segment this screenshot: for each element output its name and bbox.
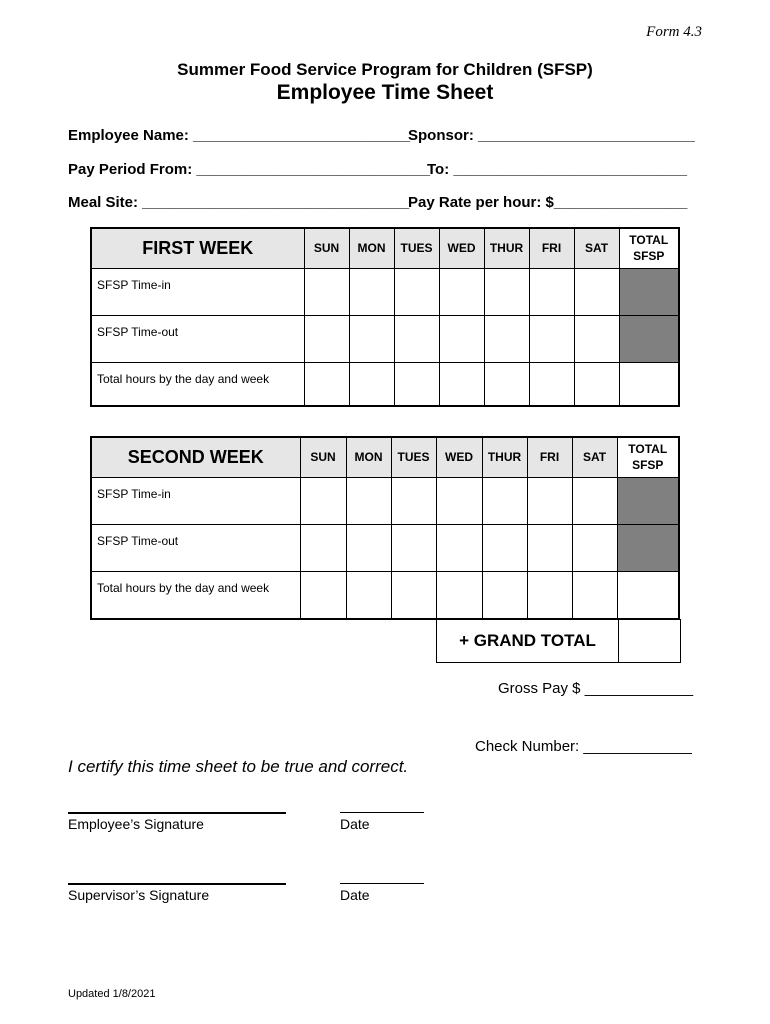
day-header: WED (436, 437, 482, 477)
week-total-cell[interactable] (617, 571, 679, 619)
employee-signature-label: Employee’s Signature (68, 816, 204, 832)
sponsor-field[interactable]: Sponsor: __________________________ (408, 127, 695, 144)
supervisor-date-line[interactable] (340, 883, 424, 884)
day-header: SAT (572, 437, 617, 477)
day-header: THUR (482, 437, 527, 477)
time-cell[interactable] (346, 477, 391, 524)
employee-signature-line[interactable] (68, 812, 286, 814)
time-cell[interactable] (529, 268, 574, 315)
day-header: TUES (394, 228, 439, 268)
row-label-time-in: SFSP Time-in (91, 477, 300, 524)
row-label-time-in: SFSP Time-in (91, 268, 304, 315)
day-header: SUN (304, 228, 349, 268)
pay-rate-field[interactable]: Pay Rate per hour: $________________ (408, 194, 688, 211)
time-cell[interactable] (484, 268, 529, 315)
hours-cell[interactable] (394, 362, 439, 406)
week-title: SECOND WEEK (91, 437, 300, 477)
hours-cell[interactable] (304, 362, 349, 406)
row-label-total-hours: Total hours by the day and week (91, 571, 300, 619)
time-cell[interactable] (572, 524, 617, 571)
time-cell[interactable] (349, 268, 394, 315)
time-cell[interactable] (484, 315, 529, 362)
day-header: MON (346, 437, 391, 477)
time-cell[interactable] (572, 477, 617, 524)
supervisor-signature-label: Supervisor’s Signature (68, 887, 210, 903)
total-sfsp-header: TOTAL SFSP (619, 228, 679, 268)
total-sfsp-header: TOTAL SFSP (617, 437, 679, 477)
employee-date-label: Date (340, 816, 370, 832)
supervisor-signature-line[interactable] (68, 883, 286, 885)
time-cell[interactable] (436, 477, 482, 524)
check-number-field[interactable]: Check Number: _____________ (475, 738, 692, 755)
pay-period-to-field[interactable]: To: ____________________________ (427, 161, 687, 178)
hours-cell[interactable] (482, 571, 527, 619)
time-cell[interactable] (300, 524, 346, 571)
time-cell[interactable] (304, 315, 349, 362)
employee-name-field[interactable]: Employee Name: __________________________ (68, 127, 410, 144)
hours-cell[interactable] (346, 571, 391, 619)
hours-cell[interactable] (527, 571, 572, 619)
gross-pay-field[interactable]: Gross Pay $ _____________ (498, 680, 694, 697)
grand-total-cell[interactable] (619, 620, 681, 663)
hours-cell[interactable] (391, 571, 436, 619)
time-cell[interactable] (439, 268, 484, 315)
time-cell[interactable] (527, 477, 572, 524)
time-cell[interactable] (574, 268, 619, 315)
row-label-time-out: SFSP Time-out (91, 524, 300, 571)
shaded-cell (617, 524, 679, 571)
meal-site-field[interactable]: Meal Site: ________________________________ (68, 194, 410, 211)
shaded-cell (619, 268, 679, 315)
grand-total-label: + GRAND TOTAL (437, 620, 619, 663)
shaded-cell (617, 477, 679, 524)
week-total-cell[interactable] (619, 362, 679, 406)
day-header: MON (349, 228, 394, 268)
hours-cell[interactable] (572, 571, 617, 619)
time-cell[interactable] (529, 315, 574, 362)
employee-date-line[interactable] (340, 812, 424, 813)
time-cell[interactable] (436, 524, 482, 571)
hours-cell[interactable] (484, 362, 529, 406)
updated-date: Updated 1/8/2021 (68, 988, 156, 1000)
day-header: FRI (527, 437, 572, 477)
hours-cell[interactable] (574, 362, 619, 406)
first-week-table (90, 227, 680, 407)
hours-cell[interactable] (349, 362, 394, 406)
form-number: Form 4.3 (646, 24, 702, 40)
time-cell[interactable] (394, 268, 439, 315)
hours-cell[interactable] (436, 571, 482, 619)
grand-total-table (436, 619, 681, 663)
program-subtitle: Summer Food Service Program for Children (SFSP) (177, 60, 593, 79)
time-cell[interactable] (391, 524, 436, 571)
week-title: FIRST WEEK (91, 228, 304, 268)
day-header: TUES (391, 437, 436, 477)
day-header: SUN (300, 437, 346, 477)
time-cell[interactable] (574, 315, 619, 362)
row-label-total-hours: Total hours by the day and week (91, 362, 304, 406)
time-cell[interactable] (346, 524, 391, 571)
row-label-time-out: SFSP Time-out (91, 315, 304, 362)
day-header: FRI (529, 228, 574, 268)
time-cell[interactable] (527, 524, 572, 571)
time-cell[interactable] (391, 477, 436, 524)
hours-cell[interactable] (439, 362, 484, 406)
supervisor-date-label: Date (340, 887, 370, 903)
hours-cell[interactable] (300, 571, 346, 619)
time-cell[interactable] (482, 524, 527, 571)
pay-period-from-field[interactable]: Pay Period From: ____________________________ (68, 161, 430, 178)
day-header: SAT (574, 228, 619, 268)
page-title: Employee Time Sheet (276, 81, 494, 104)
time-cell[interactable] (482, 477, 527, 524)
second-week-table (90, 436, 680, 620)
time-cell[interactable] (300, 477, 346, 524)
day-header: THUR (484, 228, 529, 268)
hours-cell[interactable] (529, 362, 574, 406)
shaded-cell (619, 315, 679, 362)
time-cell[interactable] (304, 268, 349, 315)
time-cell[interactable] (349, 315, 394, 362)
day-header: WED (439, 228, 484, 268)
time-cell[interactable] (394, 315, 439, 362)
certification-statement: I certify this time sheet to be true and correct. (68, 757, 409, 776)
time-cell[interactable] (439, 315, 484, 362)
